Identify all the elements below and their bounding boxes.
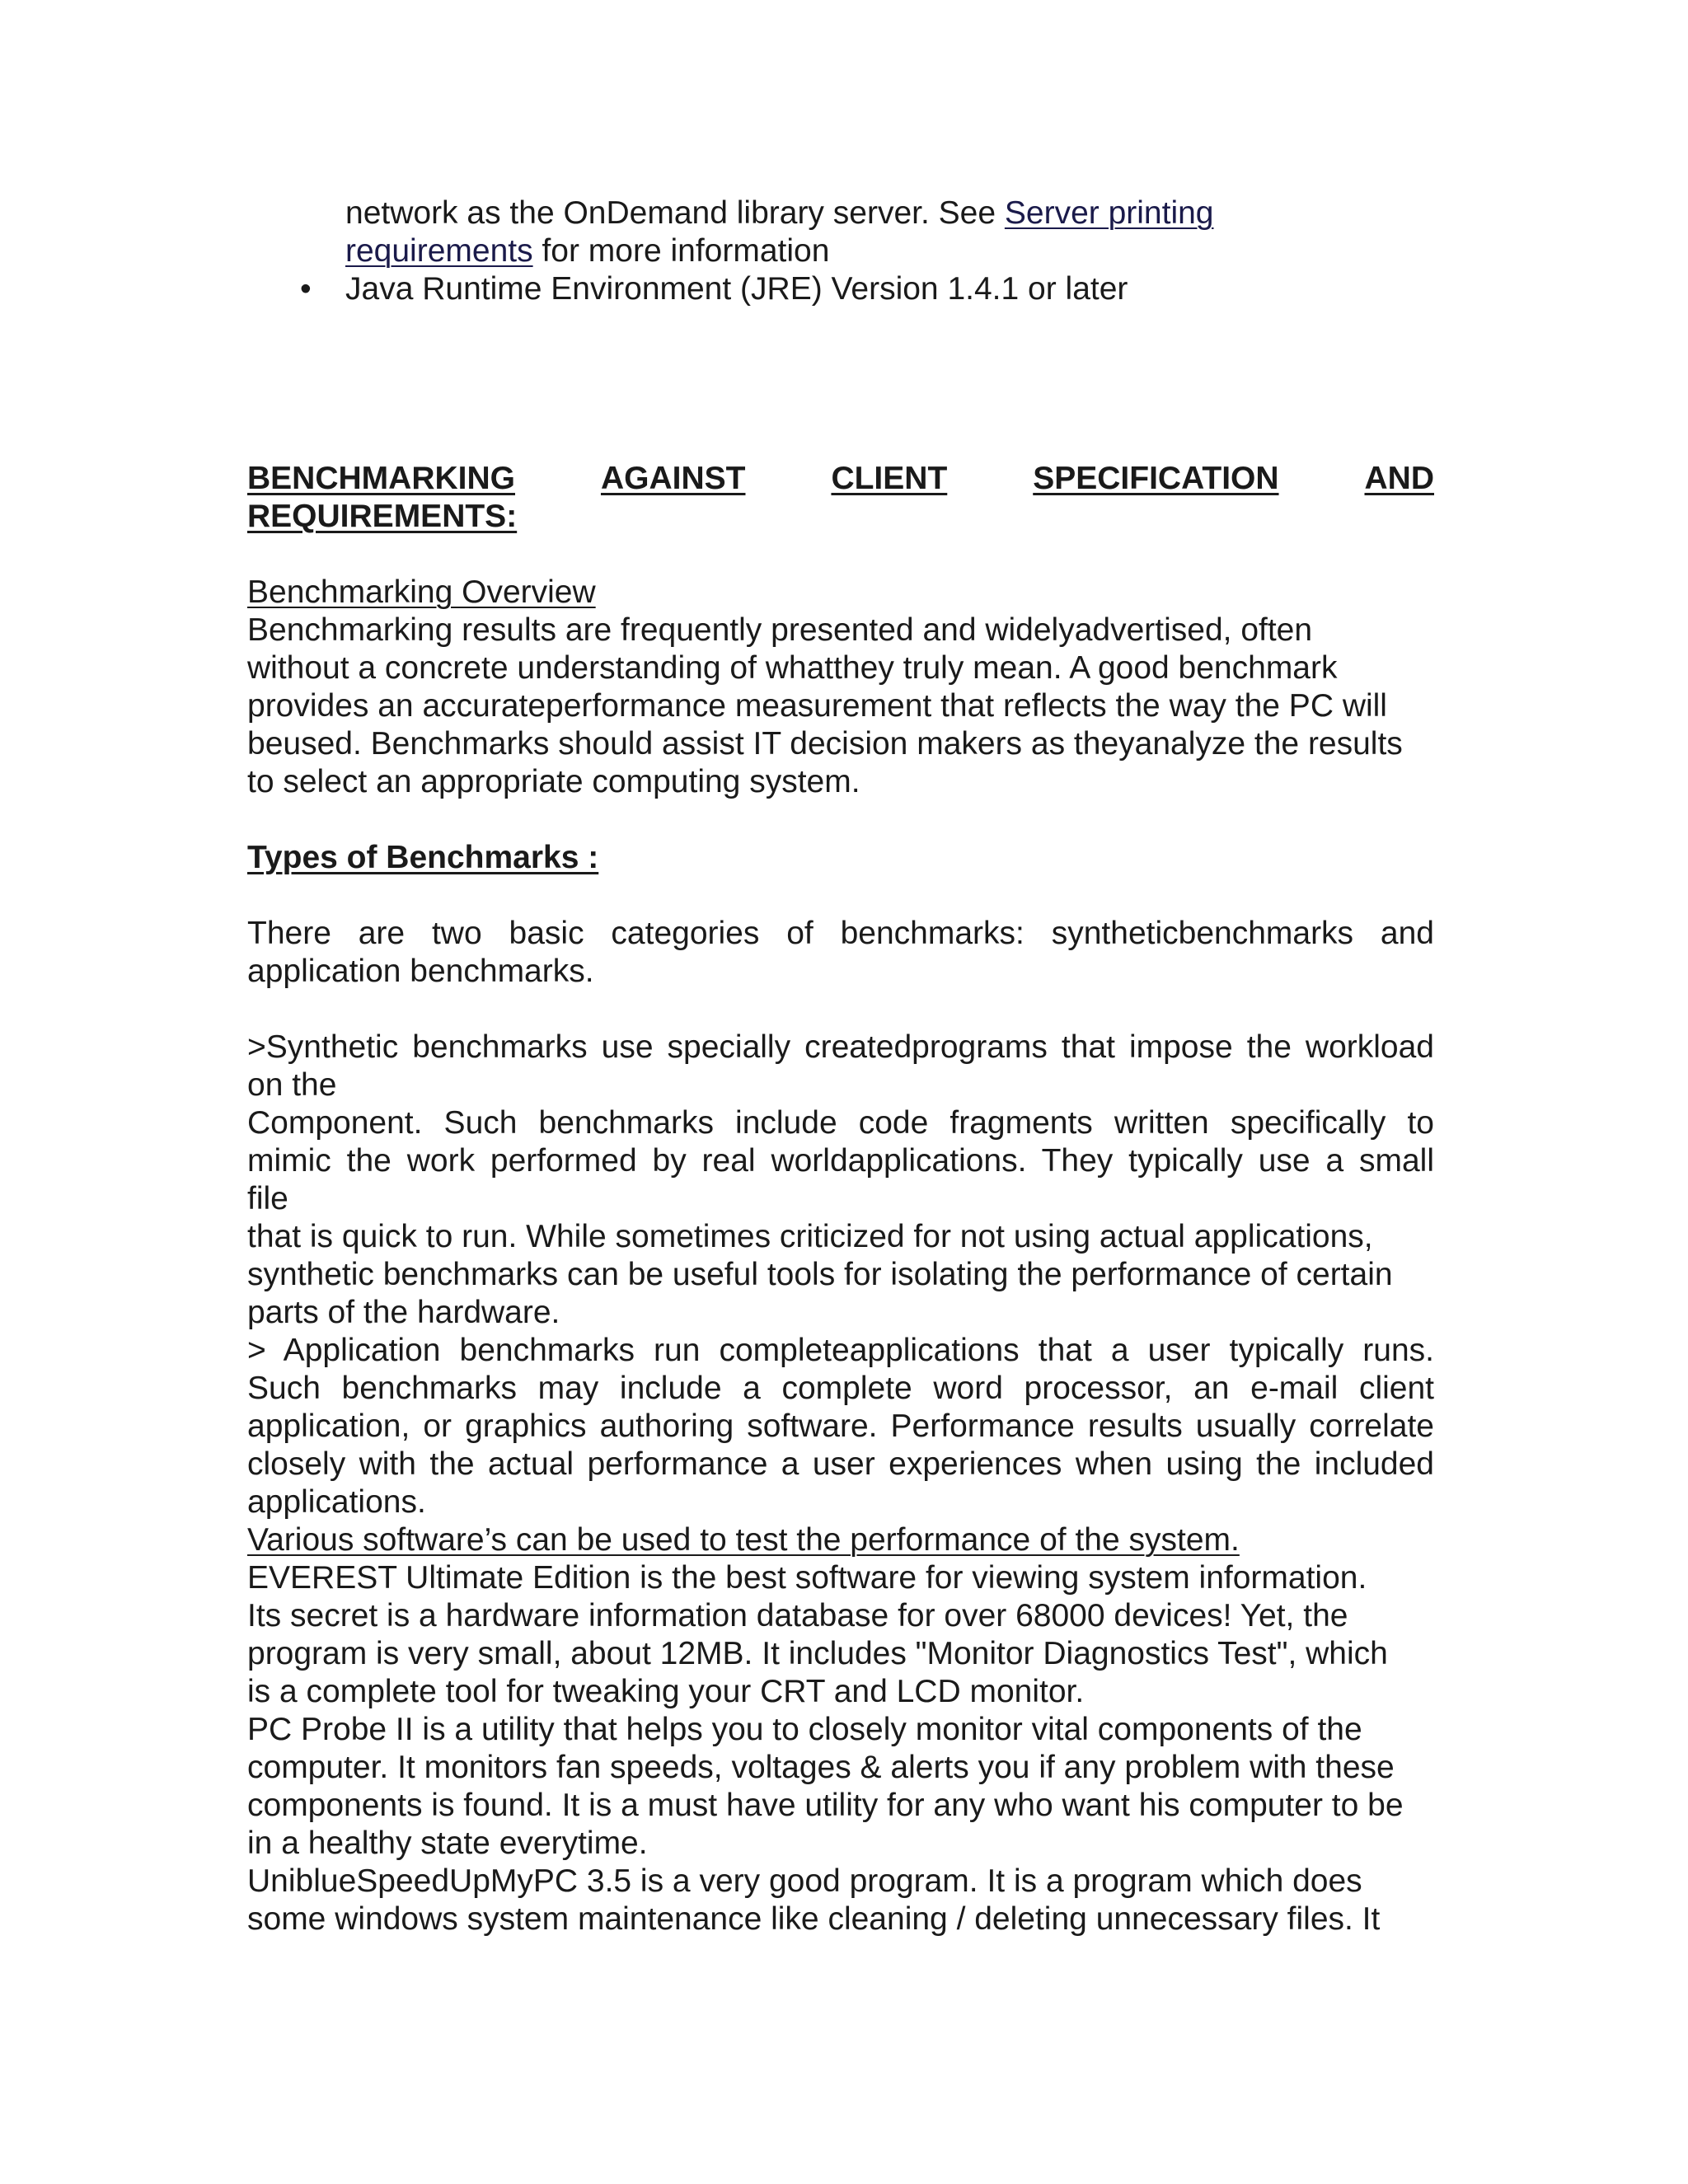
application-paragraph bbox=[247, 1332, 1434, 1521]
pcprobe-paragraph bbox=[247, 1711, 1434, 1863]
paragraph-line: mimic the work performed by real worldapplications. They typically use a small bbox=[247, 1143, 1434, 1179]
intro-continuation bbox=[345, 194, 1434, 270]
paragraph-line: Benchmarking results are frequently presented and widelyadvertised, often bbox=[247, 612, 1313, 648]
paragraph-line: in a healthy state everytime. bbox=[247, 1825, 648, 1861]
types-heading-text: Types of Benchmarks : bbox=[247, 840, 599, 875]
bullet-icon: • bbox=[300, 271, 312, 307]
paragraph-line: program is very small, about 12MB. It includes "Monitor Diagnostics Test", which bbox=[247, 1636, 1388, 1671]
main-heading-word: SPECIFICATION bbox=[1033, 461, 1279, 496]
paragraph-line: components is found. It is a must have utility for any who want his computer to be bbox=[247, 1788, 1404, 1823]
types-intro-paragraph bbox=[247, 915, 1434, 991]
software-heading bbox=[247, 1521, 1434, 1559]
uniblue-paragraph bbox=[247, 1863, 1434, 1938]
main-heading-line-2 bbox=[247, 498, 1434, 536]
main-heading-word: AGAINST bbox=[600, 461, 746, 496]
server-printing-link[interactable]: Server printing bbox=[1004, 195, 1214, 231]
requirements-link[interactable]: requirements bbox=[345, 233, 533, 269]
main-heading-word: CLIENT bbox=[831, 461, 948, 496]
paragraph-line: Its secret is a hardware information database for over 68000 devices! Yet, the bbox=[247, 1598, 1348, 1633]
overview-title bbox=[247, 574, 1434, 612]
jre-bullet-item bbox=[300, 270, 1434, 308]
paragraph-line: closely with the actual performance a user experiences when using the included bbox=[247, 1446, 1434, 1482]
paragraph-line: provides an accurateperformance measurement that reflects the way the PC will bbox=[247, 688, 1387, 724]
intro-text-after-link: for more information bbox=[532, 233, 830, 269]
types-heading bbox=[247, 839, 1434, 877]
jre-bullet-text: Java Runtime Environment (JRE) Version 1.4.1 or later bbox=[345, 271, 1128, 307]
paragraph-line: There are two basic categories of benchmarks: syntheticbenchmarks and bbox=[247, 916, 1434, 951]
paragraph-line: on the bbox=[247, 1067, 337, 1103]
paragraph-line: Such benchmarks may include a complete word processor, an e-mail client bbox=[247, 1371, 1434, 1406]
paragraph-line: is a complete tool for tweaking your CRT and LCD monitor. bbox=[247, 1674, 1085, 1709]
intro-line-1 bbox=[345, 194, 1434, 232]
intro-line-2 bbox=[345, 232, 1434, 270]
paragraph-line: file bbox=[247, 1181, 288, 1216]
synthetic-paragraph bbox=[247, 1029, 1434, 1332]
paragraph-line: EVEREST Ultimate Edition is the best software for viewing system information. bbox=[247, 1560, 1367, 1596]
paragraph-line: synthetic benchmarks can be useful tools for isolating the performance of certain bbox=[247, 1257, 1393, 1292]
paragraph-line: Component. Such benchmarks include code fragments written specifically to bbox=[247, 1105, 1434, 1141]
paragraph-line: application, or graphics authoring software. Performance results usually correlate bbox=[247, 1408, 1434, 1444]
paragraph-line: to select an appropriate computing system. bbox=[247, 764, 860, 799]
software-heading-text: Various software’s can be used to test the performance of the system. bbox=[247, 1522, 1240, 1558]
paragraph-line: beused. Benchmarks should assist IT decision makers as theyanalyze the results bbox=[247, 726, 1403, 762]
paragraph-line: parts of the hardware. bbox=[247, 1295, 560, 1330]
overview-title-text: Benchmarking Overview bbox=[247, 574, 596, 610]
paragraph-line: that is quick to run. While sometimes criticized for not using actual applications, bbox=[247, 1219, 1373, 1254]
main-heading-word: AND bbox=[1364, 461, 1434, 496]
paragraph-line: application benchmarks. bbox=[247, 954, 594, 989]
everest-paragraph bbox=[247, 1559, 1434, 1711]
paragraph-line: applications. bbox=[247, 1484, 426, 1520]
document-body bbox=[247, 194, 1434, 1938]
main-heading-line-1 bbox=[247, 460, 1434, 498]
main-heading-word: BENCHMARKING bbox=[247, 461, 515, 496]
paragraph-line: >Synthetic benchmarks use specially createdprograms that impose the workload bbox=[247, 1029, 1434, 1065]
paragraph-line: > Application benchmarks run completeapplications that a user typically runs. bbox=[247, 1333, 1434, 1368]
main-heading-requirements: REQUIREMENTS: bbox=[247, 499, 518, 534]
paragraph-line: without a concrete understanding of whatthey truly mean. A good benchmark bbox=[247, 650, 1338, 686]
overview-paragraph bbox=[247, 612, 1434, 801]
intro-text-before-link: network as the OnDemand library server. See bbox=[345, 195, 1005, 231]
paragraph-line: some windows system maintenance like cleaning / deleting unnecessary files. It bbox=[247, 1901, 1381, 1937]
paragraph-line: computer. It monitors fan speeds, voltages & alerts you if any problem with these bbox=[247, 1750, 1395, 1785]
paragraph-line: PC Probe II is a utility that helps you to closely monitor vital components of the bbox=[247, 1712, 1362, 1747]
paragraph-line: UniblueSpeedUpMyPC 3.5 is a very good program. It is a program which does bbox=[247, 1863, 1362, 1899]
